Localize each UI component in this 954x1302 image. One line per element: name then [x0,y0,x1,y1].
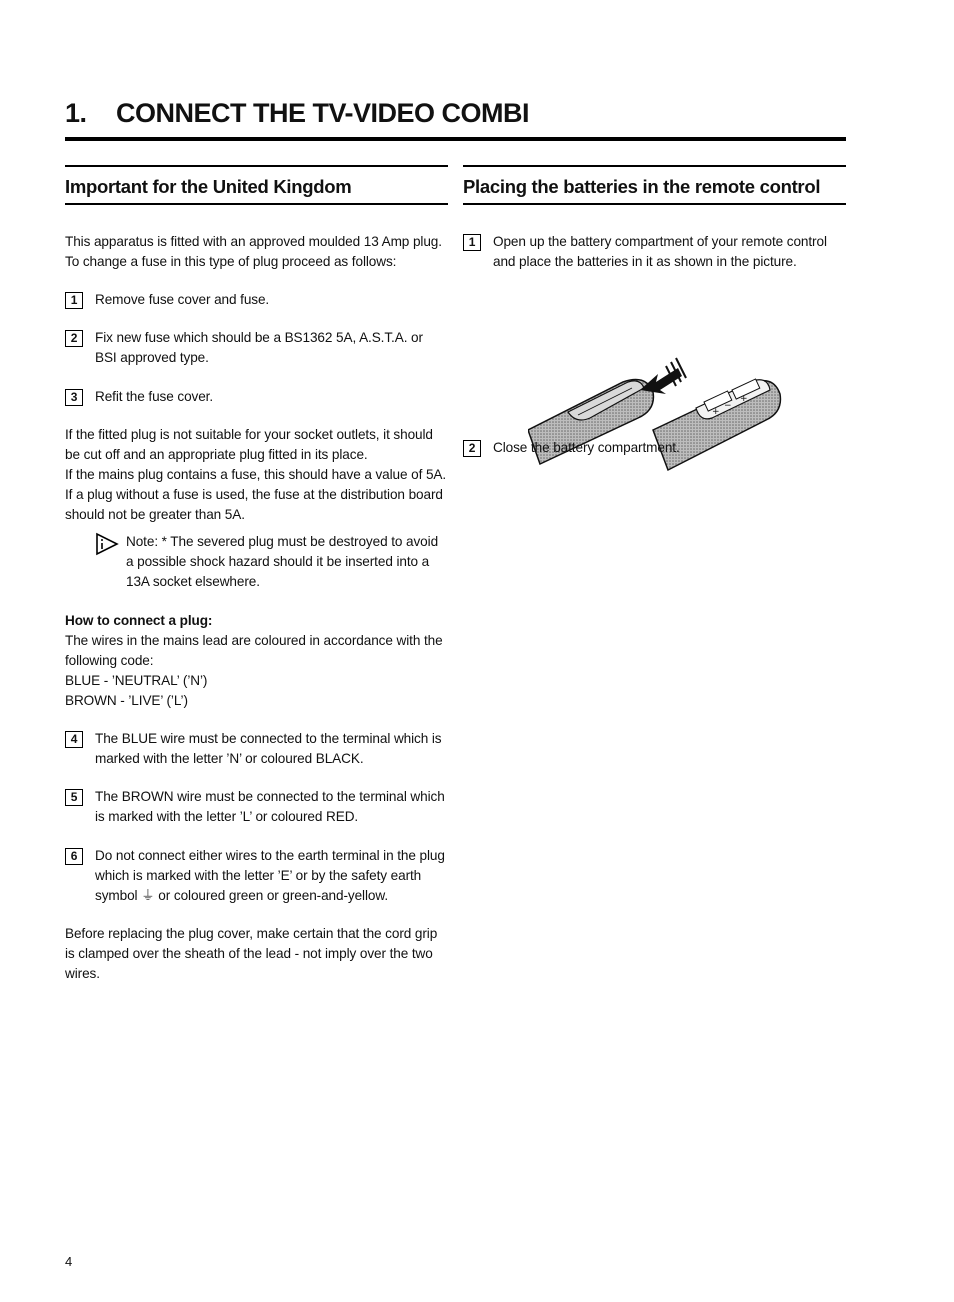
connect-plug-heading: How to connect a plug: [65,613,213,628]
batteries-section-heading: Placing the batteries in the remote control [463,165,846,205]
svg-text:−: − [724,401,732,411]
safety-note-text: Note: * The severed plug must be destroyed to avoid a possible shock hazard should it be inserted into a 13A socket elsewhere. [126,534,439,589]
safety-note [65,532,448,592]
plug-suitability-paragraph: If the fitted plug is not suitable for your socket outlets, it should be cut off and an appropriate plug fitted in its place. [65,427,433,462]
svg-text:+: + [740,394,748,404]
uk-step-3-text: Refit the fuse cover. [95,389,214,404]
page-title-bar [65,96,846,141]
uk-step-6 [65,846,448,906]
uk-section-heading: Important for the United Kingdom [65,165,448,205]
step-number-badge: 5 [65,789,83,806]
uk-step-2-text: Fix new fuse which should be a BS1362 5A, A.S.T.A. or BSI approved type. [95,330,423,365]
battery-step-2-text: Close the battery compartment. [493,440,680,455]
step-number-badge: 4 [65,731,83,748]
step-number-badge: 2 [65,330,83,347]
uk-step-6-text: Do not connect either wires to the earth terminal in the plug which is marked with the letter ’E’ or by the safety earth symbol ⏚ or coloured green or green-and-yellow. [95,848,445,903]
step-number-badge: 6 [65,848,83,865]
wire-code-intro: The wires in the mains lead are coloured in accordance with the following code: [65,633,443,668]
chapter-number: 1. [65,98,87,128]
fuse-value-paragraph: If the mains plug contains a fuse, this should have a value of 5A. If a plug without a fuse is used, the fuse at the distribution board should not be greater than 5A. [65,467,447,522]
page-title: CONNECT THE TV-VIDEO COMBI [116,98,530,128]
svg-text:+: + [712,407,720,417]
step-number-badge: 3 [65,389,83,406]
page-number: 4 [65,1254,73,1269]
battery-step-1 [463,232,846,272]
step-number-badge: 2 [463,440,481,457]
uk-step-4-text: The BLUE wire must be connected to the terminal which is marked with the letter ’N’ or coloured BLACK. [95,731,442,766]
uk-step-4 [65,729,448,769]
battery-step-2 [463,438,876,458]
uk-section [65,165,448,984]
uk-step-3 [65,387,448,407]
uk-intro: This apparatus is fitted with an approved moulded 13 Amp plug. To change a fuse in this type of plug proceed as follows: [65,234,442,269]
wire-code-brown: BROWN - ’LIVE’ (’L’) [65,693,188,708]
info-icon [95,532,119,556]
uk-step-5 [65,787,448,827]
uk-step-1-text: Remove fuse cover and fuse. [95,292,270,307]
wire-code-blue: BLUE - ’NEUTRAL’ (’N’) [65,673,208,688]
step-number-badge: 1 [463,234,481,251]
uk-step-2 [65,328,448,368]
uk-step-5-text: The BROWN wire must be connected to the terminal which is marked with the letter ’L’ or coloured RED. [95,789,445,824]
battery-step-1-text: Open up the battery compartment of your remote control and place the batteries in it as shown in the picture. [493,234,827,269]
step-number-badge: 1 [65,292,83,309]
batteries-section [463,165,846,492]
uk-step-1 [65,290,448,310]
plug-cover-paragraph: Before replacing the plug cover, make certain that the cord grip is clamped over the sheath of the lead - not imply over the two wires. [65,926,438,981]
